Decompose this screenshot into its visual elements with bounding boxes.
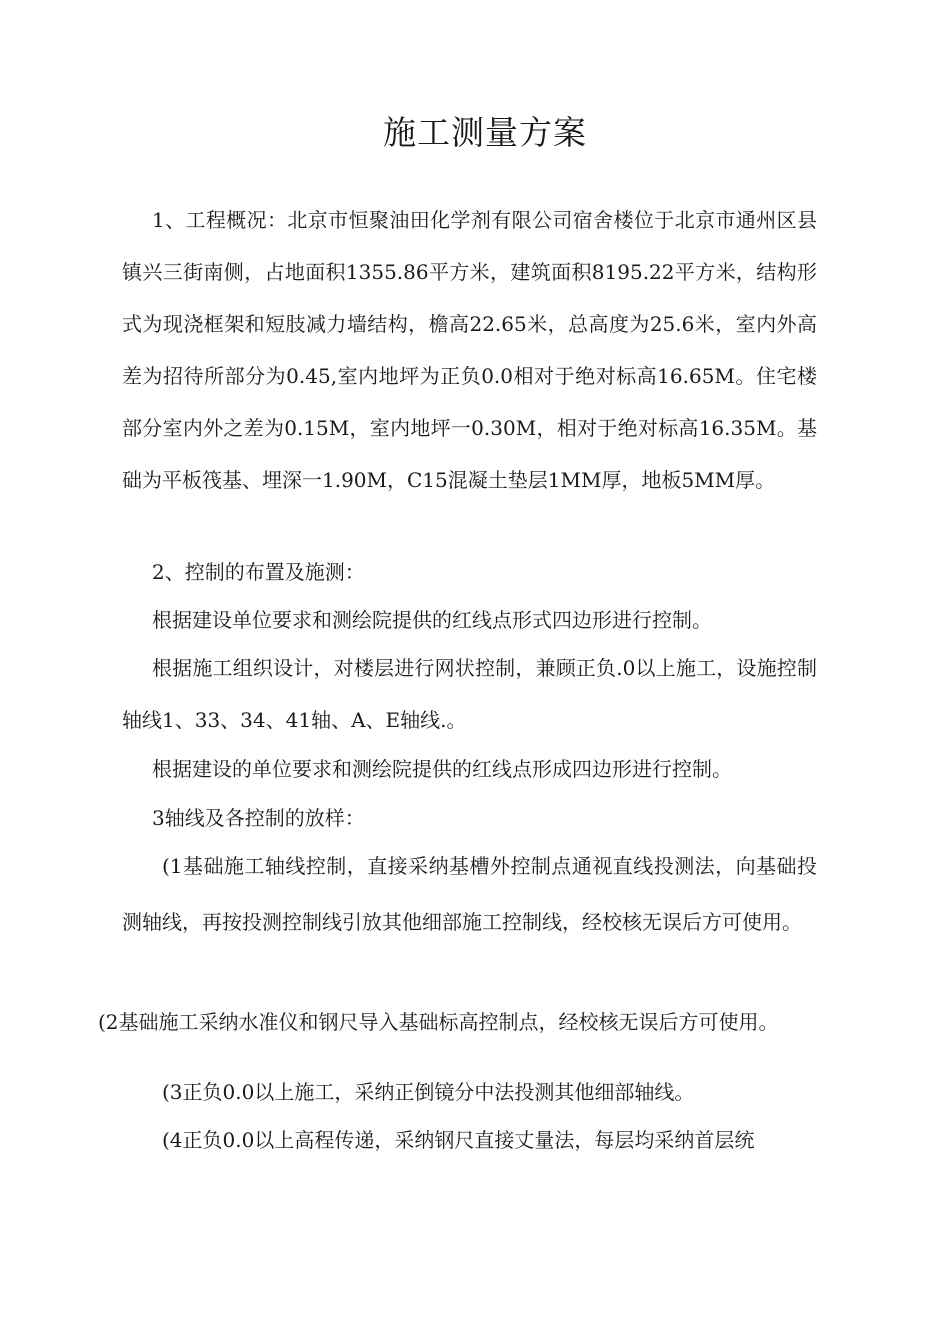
paragraph-item-2: (2基础施工采纳水准仪和钢尺导入基础标高控制点，经校核无误后方可使用。 — [98, 1010, 779, 1034]
paragraph-project-overview: 1、工程概况：北京市恒聚油田化学剂有限公司宿舍楼位于北京市通州区县镇兴三街南侧，占地面积1355.86平方米，建筑面积8195.22平方米，结构形式为现浇框架和短肢减力墙结构，檐高22.65米，总高度为25.6米，室内外高差为招待所部分为0.45,室内地坪为正负0.0相对于绝对标高16.65M。住宅楼部分室内外之差为0.15M，室内地坪一0.30M，相对于绝对标高16.35M。基础为平板筏基、埋深一1.90M，C15混凝土垫层1MM厚，地板5MM厚。 — [122, 208, 817, 492]
document-title: 施工测量方案 — [383, 113, 587, 152]
paragraph-item-4: (4正负0.0以上高程传递，采纳钢尺直接丈量法，每层均采纳首层统 — [162, 1128, 755, 1152]
paragraph-control-method: 根据建设单位要求和测绘院提供的红线点形式四边形进行控制。 — [152, 608, 712, 632]
paragraph-control-layout-heading: 2、控制的布置及施测： — [152, 560, 365, 584]
paragraph-control-method-repeat: 根据建设的单位要求和测绘院提供的红线点形成四边形进行控制。 — [152, 757, 732, 781]
paragraph-item-1: (1基础施工轴线控制，直接采纳基槽外控制点通视直线投测法，向基础投测轴线，再按投测控制线引放其他细部施工控制线，经校核无误后方可使用。 — [122, 854, 817, 934]
paragraph-grid-control: 根据施工组织设计，对楼层进行网状控制，兼顾正负.0以上施工，设施控制轴线1、33、34、41轴、A、E轴线.。 — [122, 656, 817, 732]
paragraph-axis-layout-heading: 3轴线及各控制的放样： — [152, 806, 365, 830]
paragraph-item-3: (3正负0.0以上施工，采纳正倒镜分中法投测其他细部轴线。 — [162, 1080, 695, 1104]
